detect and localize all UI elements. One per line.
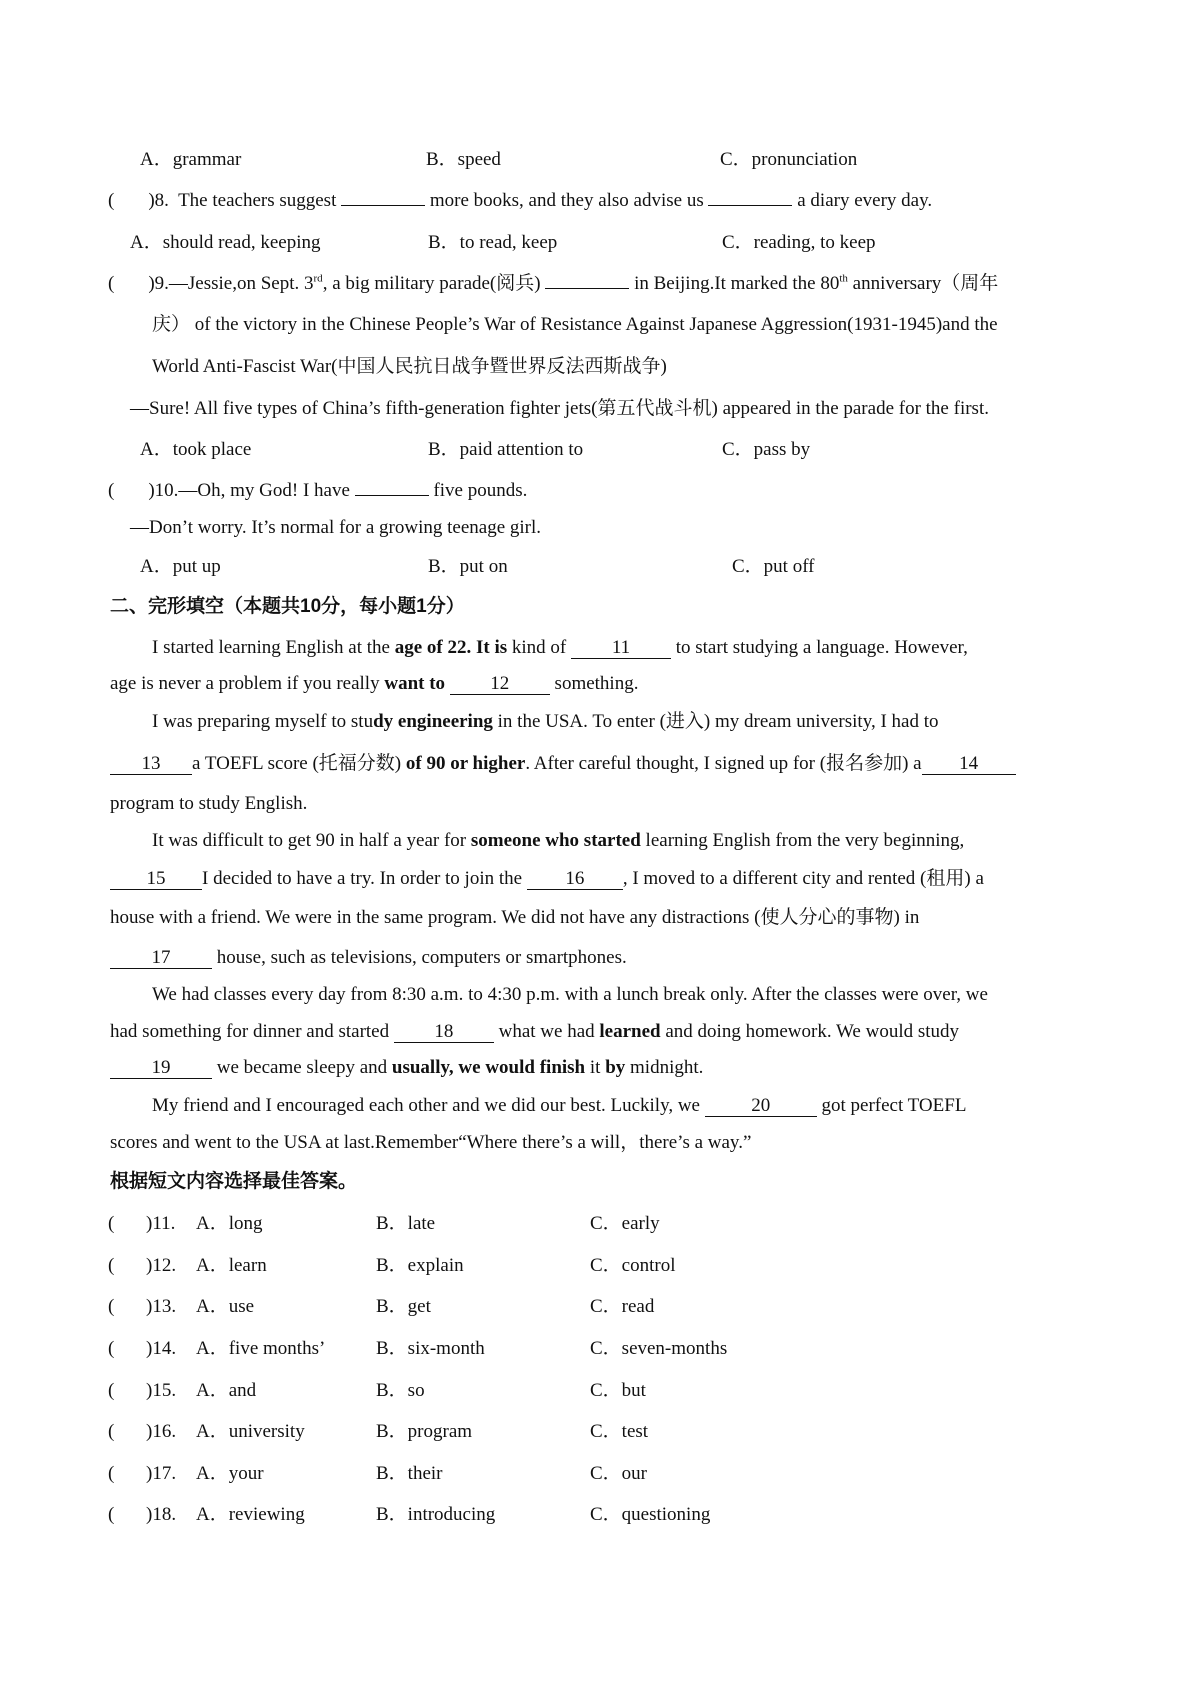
passage-text: learned	[599, 1021, 661, 1042]
passage-text: . After careful thought, I signed up for (报名参加) a	[525, 753, 922, 774]
passage-text: in the USA. To enter (进入) my dream university, I had to	[492, 711, 939, 732]
q8-option-c: C．reading, to keep	[722, 232, 876, 253]
q9-option-b: B．paid attention to	[428, 439, 584, 460]
passage-line: program to study English.	[110, 793, 308, 814]
question-number: )12.	[146, 1255, 177, 1276]
q10-option-c: C．put off	[732, 556, 815, 577]
answer-paren: (	[108, 1255, 115, 1276]
passage-line	[110, 672, 638, 696]
passage-text: and doing homework. We would study	[660, 1021, 960, 1042]
answer-blank	[355, 495, 429, 496]
answer-paren: (	[108, 1296, 115, 1317]
passage-text: age of 22. It is	[394, 637, 508, 658]
option-c: C．seven-months	[590, 1338, 728, 1359]
passage-text: to start studying a language. However,	[675, 637, 968, 658]
question-number: )10.	[148, 480, 179, 501]
answer-paren: (	[108, 1213, 115, 1234]
passage-text: had something for dinner and started	[110, 1021, 390, 1042]
question-10	[108, 479, 527, 503]
option-a: A．your	[196, 1463, 264, 1484]
option-c: C．test	[590, 1421, 649, 1442]
passage-text: someone who started	[470, 830, 641, 851]
passage-text: by	[605, 1057, 626, 1078]
passage-text: want to	[384, 673, 446, 694]
blank-20: 20	[705, 1096, 817, 1117]
blank-19: 19	[110, 1058, 212, 1079]
passage-text: got perfect TOEFL	[821, 1095, 967, 1116]
option-c: C．our	[590, 1463, 648, 1484]
question-number: )11.	[146, 1213, 176, 1234]
section-title: 二、完形填空（本题共10分，每小题1分）	[110, 596, 465, 617]
question-text: The teachers suggest	[178, 190, 337, 211]
option-c: C．early	[590, 1213, 660, 1234]
question-number: )18.	[146, 1504, 177, 1525]
passage-line	[110, 946, 627, 970]
passage-line	[110, 752, 1016, 776]
question-9-line2: 庆） of the victory in the Chinese People’s War of Resistance Against Japanese Aggression(1931-1945)and the	[152, 314, 998, 335]
answer-paren: (	[108, 190, 115, 211]
blank-18: 18	[394, 1022, 494, 1043]
option-b: B．introducing	[376, 1504, 496, 1525]
option-b: B．so	[376, 1380, 425, 1401]
option-a: A．reviewing	[196, 1504, 305, 1525]
question-text: five pounds.	[433, 480, 528, 501]
question-9-line3: World Anti-Fascist War(中国人民抗日战争暨世界反法西斯战争)	[152, 356, 667, 377]
answer-paren: (	[108, 273, 115, 294]
passage-text: dy engineering	[373, 711, 493, 732]
option-a: A．long	[196, 1213, 263, 1234]
superscript: th	[839, 272, 848, 285]
superscript: rd	[313, 272, 323, 285]
passage-line	[110, 1020, 959, 1044]
passage-text: something.	[554, 673, 639, 694]
passage-text: what we had	[498, 1021, 600, 1042]
option-b: B．their	[376, 1463, 443, 1484]
blank-16: 16	[527, 869, 623, 890]
question-text: —Oh, my God! I have	[178, 480, 350, 501]
question-number: )15.	[146, 1380, 177, 1401]
q7-option-c: C．pronunciation	[720, 149, 858, 170]
passage-text: , I moved to a different city and rented (租用) a	[622, 868, 984, 889]
passage-text: age is never a problem if you really	[110, 673, 385, 694]
passage-text: usually, we would finish	[391, 1057, 586, 1078]
option-b: B．explain	[376, 1255, 464, 1276]
option-a: A．use	[196, 1296, 255, 1317]
passage-text: learning English from the very beginning,	[640, 830, 965, 851]
passage-line	[152, 636, 968, 660]
option-b: B．late	[376, 1213, 436, 1234]
answer-paren: (	[108, 1463, 115, 1484]
question-number: )8.	[148, 190, 169, 211]
answer-paren: (	[108, 1504, 115, 1525]
option-b: B．get	[376, 1296, 431, 1317]
passage-line: scores and went to the USA at last.Remember“Where there’s a will，there’s a way.”	[110, 1132, 752, 1153]
blank-15: 15	[110, 869, 202, 890]
passage-line	[152, 829, 964, 853]
q10-option-a: A．put up	[140, 556, 221, 577]
answer-blank	[708, 205, 792, 206]
blank-11: 11	[571, 638, 671, 659]
q10-option-b: B．put on	[428, 556, 508, 577]
passage-text: I started learning English at the	[152, 637, 395, 658]
answer-paren: (	[108, 1338, 115, 1359]
q8-option-a: A．should read, keeping	[130, 232, 321, 253]
question-8	[108, 189, 932, 213]
passage-text: we became sleepy and	[216, 1057, 392, 1078]
q7-option-b: B．speed	[426, 149, 501, 170]
question-9	[108, 272, 998, 296]
answer-paren: (	[108, 1380, 115, 1401]
option-c: C．but	[590, 1380, 646, 1401]
question-number: )16.	[146, 1421, 177, 1442]
choose-instruction: 根据短文内容选择最佳答案。	[110, 1171, 358, 1192]
question-text: a diary every day.	[797, 190, 933, 211]
passage-text: My friend and I encouraged each other and we did our best. Luckily, we	[152, 1095, 700, 1116]
blank-12: 12	[450, 674, 550, 695]
question-number: )17.	[146, 1463, 177, 1484]
question-10-reply: —Don’t worry. It’s normal for a growing teenage girl.	[130, 517, 542, 538]
passage-text: of 90 or higher	[405, 753, 526, 774]
passage-text: a TOEFL score (托福分数)	[192, 753, 406, 774]
passage-text: midnight.	[625, 1057, 704, 1078]
question-text: more books, and they also advise us	[429, 190, 704, 211]
passage-text: It was difficult to get 90 in half a year for	[152, 830, 471, 851]
passage-line	[152, 1094, 966, 1118]
option-c: C．control	[590, 1255, 676, 1276]
question-number: )9.	[148, 273, 169, 294]
answer-paren: (	[108, 1421, 115, 1442]
question-number: )14.	[146, 1338, 177, 1359]
passage-line: We had classes every day from 8:30 a.m. to 4:30 p.m. with a lunch break only. After the classes were over, we	[152, 984, 988, 1005]
passage-text: house, such as televisions, computers or smartphones.	[216, 947, 627, 968]
answer-paren: (	[108, 480, 115, 501]
option-a: A．five months’	[196, 1338, 326, 1359]
option-a: A．university	[196, 1421, 305, 1442]
q9-option-c: C．pass by	[722, 439, 811, 460]
q9-option-a: A．took place	[140, 439, 252, 460]
passage-text: it	[585, 1057, 606, 1078]
passage-line	[152, 710, 939, 734]
passage-text: kind of	[507, 637, 567, 658]
q8-option-b: B．to read, keep	[428, 232, 558, 253]
passage-line: house with a friend. We were in the same program. We did not have any distractions (使人分心的事物) in	[110, 907, 920, 928]
question-text: , a big military parade(阅兵)	[322, 273, 541, 294]
passage-line	[110, 1056, 703, 1080]
option-a: A．and	[196, 1380, 257, 1401]
option-c: C．questioning	[590, 1504, 711, 1525]
q7-option-a: A．grammar	[140, 149, 242, 170]
option-a: A．learn	[196, 1255, 267, 1276]
option-c: C．read	[590, 1296, 655, 1317]
answer-blank	[341, 205, 425, 206]
question-number: )13.	[146, 1296, 177, 1317]
question-9-reply: —Sure! All five types of China’s fifth-generation fighter jets(第五代战斗机) appeared in the parade for the first.	[130, 398, 989, 419]
passage-text: I decided to have a try. In order to join the	[202, 868, 523, 889]
option-b: B．six-month	[376, 1338, 485, 1359]
question-text: in Beijing.It marked the 80	[634, 273, 840, 294]
question-text: —Jessie,on Sept. 3	[168, 273, 314, 294]
blank-13: 13	[110, 754, 192, 775]
question-text: anniversary（周年	[847, 273, 999, 294]
option-b: B．program	[376, 1421, 473, 1442]
passage-text: I was preparing myself to stu	[152, 711, 374, 732]
answer-blank	[545, 288, 629, 289]
blank-14: 14	[922, 754, 1016, 775]
blank-17: 17	[110, 948, 212, 969]
passage-line	[110, 867, 984, 891]
